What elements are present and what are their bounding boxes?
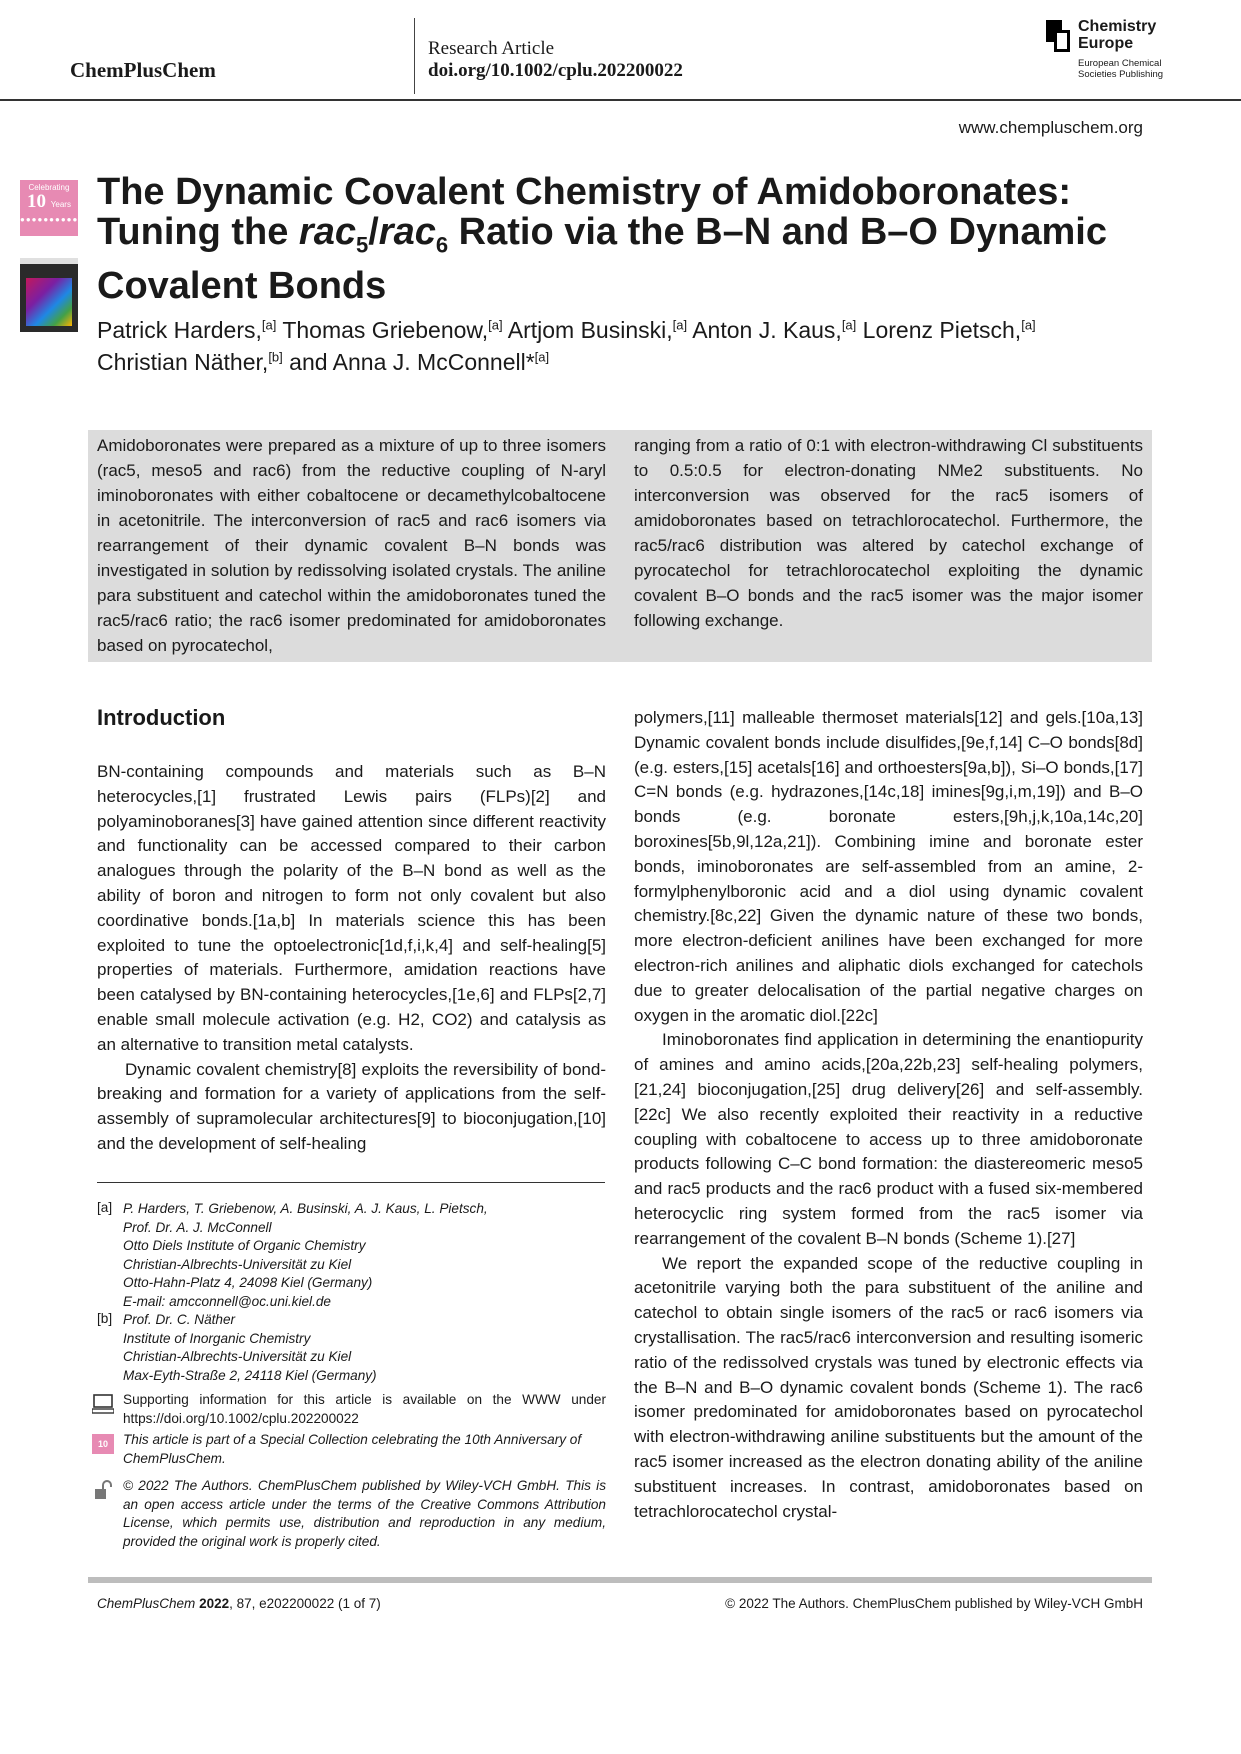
supporting-information-note: Supporting information for this article is available on the WWW under https://doi.org/10.1002/cplu.202200022 [123,1392,606,1426]
logo-mark-icon [1046,20,1070,52]
author: Thomas Griebenow, [282,317,489,343]
footnote-rule [97,1182,605,1183]
footer-copyright: © 2022 The Authors. ChemPlusChem published by Wiley-VCH GmbH [725,1596,1143,1611]
affiliation-b: Prof. Dr. C. Näther Institute of Inorganic Chemistry Christian-Albrechts-Universität zu Kiel Max-Eyth-Straße 2, 24118 Kiel (Germany) [123,1312,377,1383]
affiliation-b-label: [b] [97,1311,113,1326]
journal-name: ChemPlusChem [70,58,216,82]
author: Anton J. Kaus, [692,317,842,343]
footer-rule [88,1577,1152,1583]
body-right-column [634,706,1143,1524]
paragraph: BN-containing compounds and materials such as B–N heterocycles,[1] frustrated Lewis pairs (FLPs)[2] and polyaminoboranes[3] have gained attention since different reactivity and functionality can be accessed compared to their carbon analogues through the polarity of the B–N bond as well as the ability of boron and nitrogen to form not only covalent but also coordinative bonds.[1a,b] In materials science this has been exploited to tune the optoelectronic[1d,f,i,k,4] and self-healing[5] properties of materials. Furthermore, amidation reactions have been catalysed by BN-containing heterocycles,[1e,6] and FLPs[2,7] enable small molecule activation (e.g. H2, CO2) and catalysis as an alternative to transition metal catalysts. [97,762,606,1054]
article-type: Research Article [428,38,555,59]
header-rule [0,99,1241,101]
abstract-right-column: ranging from a ratio of 0:1 with electron-withdrawing Cl substituents to 0.5:0.5 for electron-donating NMe2 substituents. No interconversion was observed for the rac5 isomers of amidoboronates based on tetrachlorocatechol. Furthermore, the rac5/rac6 distribution was altered by catechol exchange of pyrocatechol for tetrachlorocatechol exploiting the dynamic covalent B–O bonds and the rac5 isomer was the major isomer following exchange. [634,436,1143,630]
computer-icon [92,1394,114,1414]
author: and Anna J. McConnell* [289,349,535,375]
author-list: Patrick Harders,[a] Thomas Griebenow,[a] Artjom Businski,[a] Anton J. Kaus,[a] Lorenz Pietsch,[a] Christian Näther,[b] and Anna J. McConnell*[a] [97,317,1036,375]
paragraph: Iminoboronates find application in determining the enantiopurity of amines and amino acids,[20a,22b,23] self-healing polymers,[21,24] bioconjugation,[25] drug delivery[26] and self-assembly.[22c] We also recently exploited their reactivity in a reductive coupling with cobaltocene to access up to three amidoboronate products following C–C bond formation: the diastereomeric meso5 and rac5 products and the rac6 product with a fused six-membered heterocyclic ring system formed from the rac5 isomer via rearrangement of the covalent B–N bonds (Scheme 1).[27] [634,1030,1143,1248]
header-divider [414,18,415,94]
doi-link[interactable]: doi.org/10.1002/cplu.202200022 [428,60,683,81]
special-collection-note: This article is part of a Special Collection celebrating the 10th Anniversary of ChemPlusChem. [123,1432,582,1466]
chemistry-europe-logo: Chemistry Europe European Chemical Societies Publishing [1046,18,1176,82]
paragraph: Dynamic covalent chemistry[8] exploits the reversibility of bond-breaking and formation for a variety of applications from the self-assembly of supramolecular architectures[9] to bioconjugation,[10] and the development of self-healing [97,1059,606,1153]
footer-citation: ChemPlusChem 2022, 87, e202200022 (1 of 7) [97,1596,381,1611]
abstract-left-column: Amidoboronates were prepared as a mixture of up to three isomers (rac5, meso5 and rac6) from the reductive coupling of N-aryl iminoboronates with either cobaltocene or decamethylcobaltocene in acetonitrile. The interconversion of rac5 and rac6 isomers via rearrangement of their dynamic covalent B–N bonds was investigated in solution by redissolving isolated crystals. The aniline para substituent and catechol within the amidoboronates tuned the rac5/rac6 ratio; the rac6 isomer predominated for amidoboronates based on pyrocatechol, [97,436,606,655]
special-collection-badge-icon: 10 [92,1434,114,1454]
author: Christian Näther, [97,349,269,375]
celebrating-10-years-badge: Celebrating 10 Years ●●●●●●●●●● [20,180,78,236]
open-access-lock-icon [92,1480,114,1500]
paragraph: We report the expanded scope of the reductive coupling in acetonitrile varying both the para substituent of the aniline and catechol to obtain single isomers of the rac5 or rac6 isomers via crystallisation. The rac5/rac6 interconversion and resulting isomeric ratio of the redissolved crystals was tuned by electronic effects via the B–N and B–O dynamic covalent bonds (Scheme 1). The rac6 isomer predominated for amidoboronates based on pyrocatechol with electron-withdrawing aniline substituents but the amount of the rac5 isomer increased as the electron donating ability of the aniline substituent increases. In contrast, amidoboronates based on tetrachlorocatechol crystal- [634,1253,1143,1521]
paragraph: polymers,[11] malleable thermoset materials[12] and gels.[10a,13] Dynamic covalent bonds include disulfides,[9e,f,14] C–O bonds[8d] (e.g. esters,[15] acetals[16] and orthoesters[9a,b]), Si–O bonds,[17] C=N bonds (e.g. hydrazones,[14c,18] imines[9g,i,m,19]) and B–O bonds (e.g. boronate esters,[9h,j,k,10a,14c,20] boroxines[5b,9l,12a,21]). Combining imine and boronate ester bonds, iminoboronates are self-assembled from an amine, 2-formylphenylboronic acid and a diol using dynamic covalent chemistry.[8c,22] Given the dynamic nature of these two bonds, more electron-deficient anilines have been exchanged for more electron-rich anilines and aliphatic diols exchanged for catechols due to greater delocalisation of the partial negative charges on oxygen in the aromatic diol.[22c] [634,708,1143,1025]
introduction-heading: Introduction [97,705,226,730]
article-title: The Dynamic Covalent Chemistry of Amidoboronates: Tuning the rac$_5$/rac$_6$ Ratio via the B–N and B–O Dynamic Covalent Bonds [97,171,1107,307]
body-left-column [97,760,606,1157]
author: Lorenz Pietsch, [862,317,1022,343]
affiliation-a: P. Harders, T. Griebenow, A. Businski, A. J. Kaus, L. Pietsch, Prof. Dr. A. J. McConnell Otto Diels Institute of Organic Chemistry Christian-Albrechts-Universität zu Kiel Otto-Hahn-Platz 4, 24098 Kiel (Germany) E-mail: amcconnell@oc.uni.kiel.de [123,1200,603,1311]
author: Patrick Harders, [97,317,262,343]
journal-cover-thumbnail[interactable] [20,258,78,332]
affiliation-a-label: [a] [97,1200,113,1215]
email-link[interactable]: E-mail: amcconnell@oc.uni.kiel.de [123,1293,331,1309]
open-access-note: © 2022 The Authors. ChemPlusChem published by Wiley-VCH GmbH. This is an open access article under the terms of the Creative Commons Attribution License, which permits use, distribution and reproduction in any medium, provided the original work is properly cited. [123,1478,606,1549]
author: Artjom Businski, [507,317,673,343]
website-link[interactable]: www.chempluschem.org [958,118,1143,137]
